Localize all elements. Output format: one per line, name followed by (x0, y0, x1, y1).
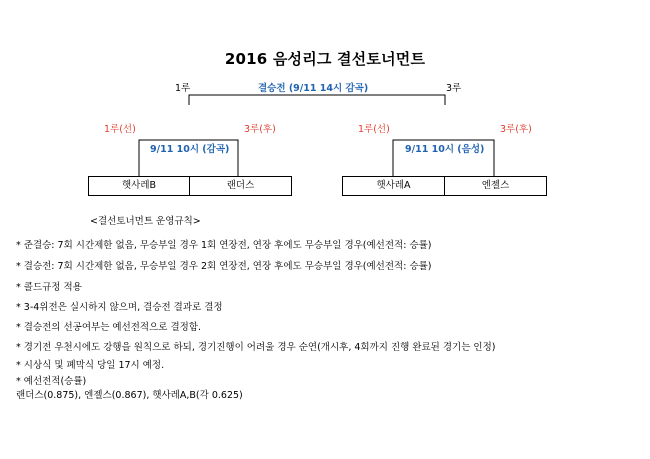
rule-item: * 3-4위전은 실시하지 않으며, 결승전 결과로 결정 (16, 302, 223, 313)
semi-left-third-base: 3루(후) (244, 124, 276, 135)
team-name: 햇사레B (121, 180, 157, 191)
semi-right-match-label: 9/11 10시 (음성) (405, 144, 485, 155)
rule-item: * 결승전: 7회 시간제한 없음, 무승부일 경우 2회 연장전, 연장 후에도 무승부일 경우(예선전적: 승률) (16, 261, 432, 272)
rule-item: * 경기전 우천시에도 강행을 원칙으로 하되, 경기진행이 어려울 경우 순연(개시후, 4회까지 진행 완료된 경기는 인정) (16, 342, 496, 353)
page-title: 2016 음성리그 결선토너먼트 (224, 50, 426, 68)
final-bracket-line (189, 95, 445, 105)
standings-line: 랜더스(0.875), 엔젤스(0.867), 햇사레A,B(각 0.625) (16, 390, 243, 401)
team-name: 햇사레A (376, 180, 411, 191)
semi-left-match-label: 9/11 10시 (감곡) (150, 144, 230, 155)
rules-heading: <결선토너먼트 운영규칙> (90, 216, 201, 227)
rule-item: * 예선전적(승률) (16, 376, 87, 387)
semi-right-third-base: 3루(후) (500, 124, 532, 135)
bracket-lines (0, 0, 650, 200)
team-box-angels (444, 176, 547, 196)
team-box-haetsare-a (342, 176, 445, 196)
team-name: 랜더스 (226, 180, 255, 191)
team-box-haetsare-b (88, 176, 190, 196)
rule-item: * 콜드규정 적용 (16, 282, 82, 293)
rule-item: * 시상식 및 폐막식 당일 17시 예정. (16, 360, 165, 371)
rule-item: * 결승전의 선공여부는 예선전적으로 결정함. (16, 322, 202, 333)
final-left-label: 1루 (175, 83, 191, 94)
semi-left-first-base: 1루(선) (104, 124, 136, 135)
team-name: 엔젤스 (481, 180, 510, 191)
final-right-label: 3루 (446, 83, 462, 94)
final-match-label: 결승전 (9/11 14시 감곡) (258, 83, 369, 94)
semi-right-first-base: 1루(선) (358, 124, 390, 135)
team-box-landers (189, 176, 292, 196)
rule-item: * 준결승: 7회 시간제한 없음, 무승부일 경우 1회 연장전, 연장 후에도 무승부일 경우(예선전적: 승률) (16, 240, 432, 251)
